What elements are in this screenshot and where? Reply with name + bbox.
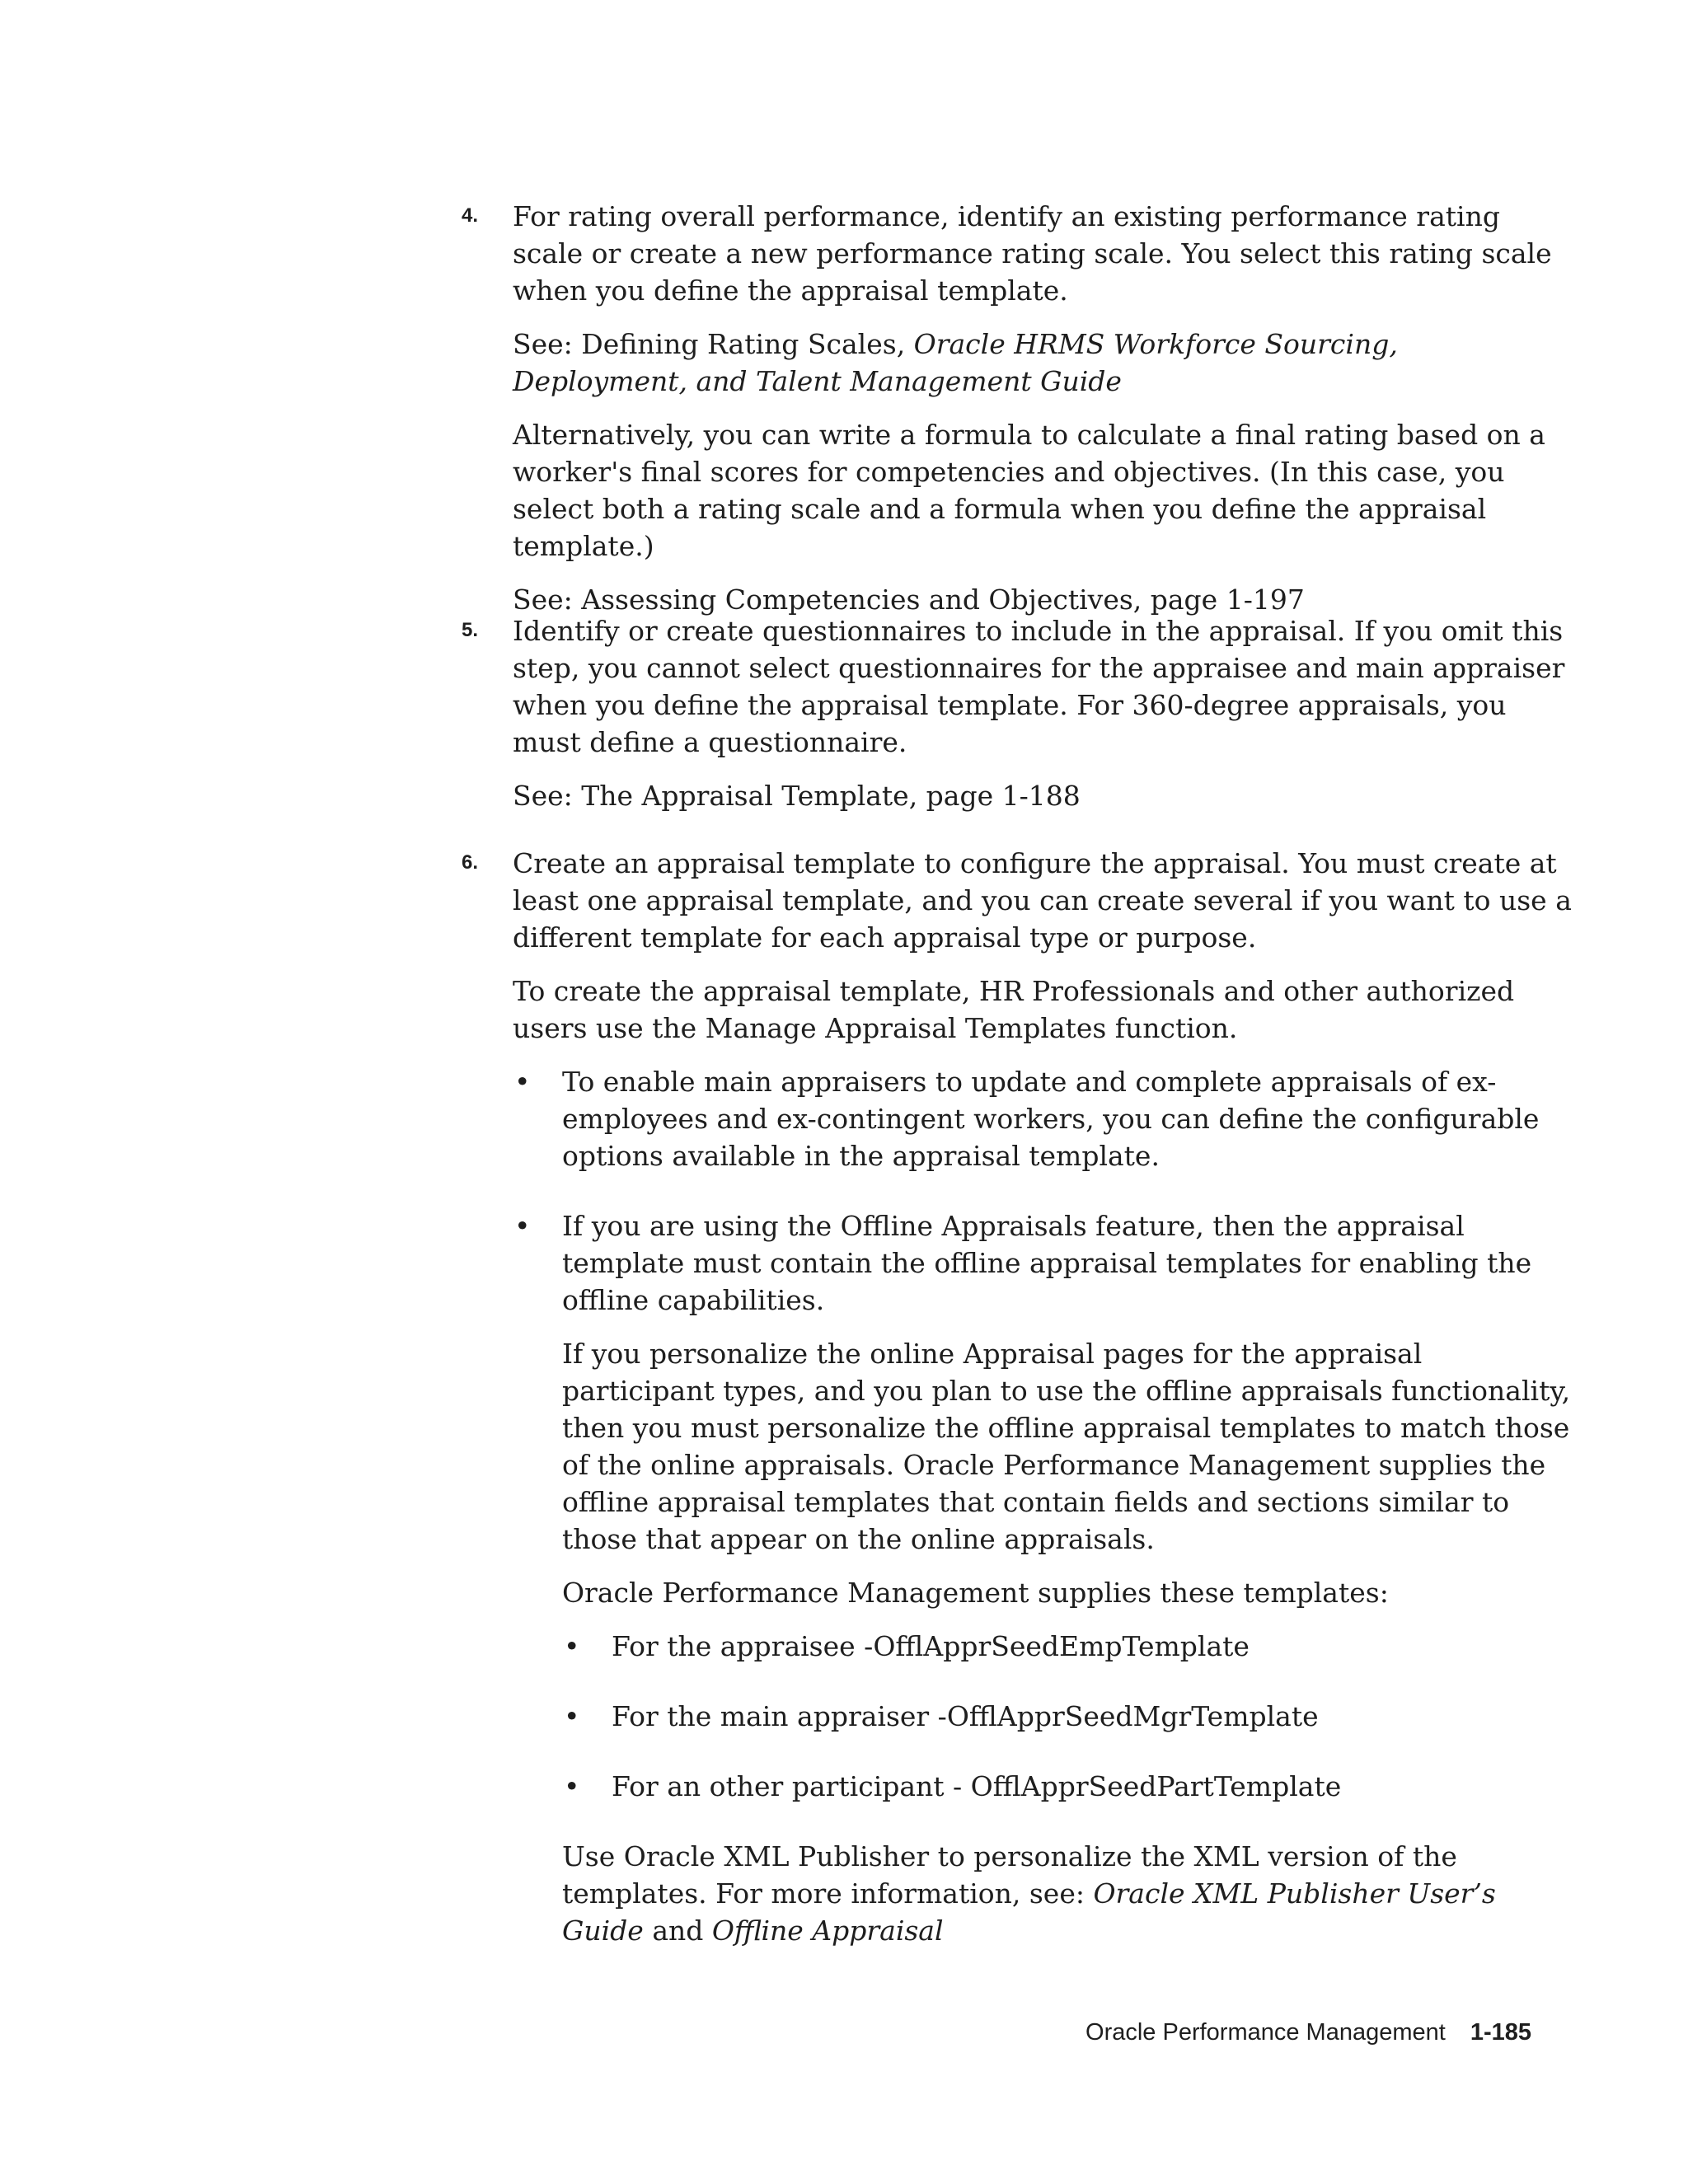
paragraph: For rating overall performance, identify an existing performance rating scale or create a new performance rating scale. You select this rating scale when you define the appraisal template. [513, 200, 1552, 307]
text-run: Use Oracle XML Publisher to personalize the XML version of the templates. For more information, see: [562, 1840, 1457, 1910]
step-body [513, 198, 1576, 635]
step-number: 6. [462, 851, 479, 874]
page-footer [1085, 2019, 1531, 2046]
sub-bullet-text: For the main appraiser -OfflApprSeedMgrTemplate [612, 1700, 1319, 1732]
bullet-marker: • [564, 1630, 580, 1662]
guide-title: Oracle HRMS Workforce Sourcing, Deployment, and Talent Management Guide [513, 328, 1398, 397]
sub-bullet-text: For the appraisee -OfflApprSeedEmpTemplate [612, 1630, 1250, 1662]
paragraph: Alternatively, you can write a formula to calculate a final rating based on a worker's final scores for competencies and objectives. (In this case, you select both a rating scale and a formula when you define the appraisal template.) [513, 419, 1545, 562]
guide-title: Oracle XML Publisher User’s Guide [562, 1877, 1496, 1947]
sub-bullet-item [562, 1628, 1576, 1665]
step-body [513, 845, 1576, 1966]
paragraph: To create the appraisal template, HR Professionals and other authorized users use the Manage Appraisal Templates function. [513, 975, 1515, 1044]
bullet-item [513, 1207, 1576, 1949]
see-reference: See: The Appraisal Template, page 1-188 [513, 780, 1081, 812]
paragraph: Identify or create questionnaires to include in the appraisal. If you omit this step, you cannot select questionnaires for the appraisee and main appraiser when you define the appraisal template. For 360-degree appraisals, you must define a questionnaire. [513, 615, 1565, 758]
text-run: and [643, 1915, 712, 1947]
bullet-marker: • [564, 1770, 580, 1802]
sub-bullet-text: For an other participant - OfflApprSeedPartTemplate [612, 1770, 1342, 1802]
paragraph: If you personalize the online Appraisal pages for the appraisal participant types, and you plan to use the offline appraisals functionality, then you must personalize the offline appraisal templates to match those of the online appraisals. Oracle Performance Management supplies the offline appraisal templates that contain fields and sections similar to those that appear on the online appraisals. [562, 1338, 1571, 1555]
sub-bullet-item [562, 1698, 1576, 1735]
bullet-marker: • [514, 1066, 531, 1098]
see-prefix: See: Defining Rating Scales, [513, 328, 914, 360]
paragraph: Create an appraisal template to configure the appraisal. You must create at least one appraisal template, and you can create several if you want to use a different template for each appraisal type or purpose. [513, 847, 1572, 954]
paragraph: Oracle Performance Management supplies these templates: [562, 1577, 1389, 1609]
see-reference [513, 326, 1576, 400]
bullet-item [513, 1063, 1576, 1174]
bullet-marker: • [564, 1700, 580, 1732]
page-number: 1-185 [1470, 2019, 1531, 2046]
see-reference: See: Assessing Competencies and Objectives, page 1-197 [513, 583, 1305, 616]
step-number: 5. [462, 619, 479, 641]
footer-title: Oracle Performance Management [1085, 2019, 1446, 2046]
bullet-text: If you are using the Offline Appraisals feature, then the appraisal template must contain the offline appraisal templates for enabling the offline capabilities. [562, 1210, 1532, 1316]
sub-bullet-item [562, 1768, 1576, 1805]
step-number: 4. [462, 204, 479, 227]
step-body [513, 612, 1576, 831]
bullet-text: To enable main appraisers to update and complete appraisals of ex-employees and ex-contingent workers, you can define the configurable options available in the appraisal template. [562, 1066, 1540, 1172]
bullet-marker: • [514, 1210, 531, 1242]
paragraph [562, 1838, 1576, 1949]
guide-title: Offline Appraisal [711, 1915, 944, 1947]
